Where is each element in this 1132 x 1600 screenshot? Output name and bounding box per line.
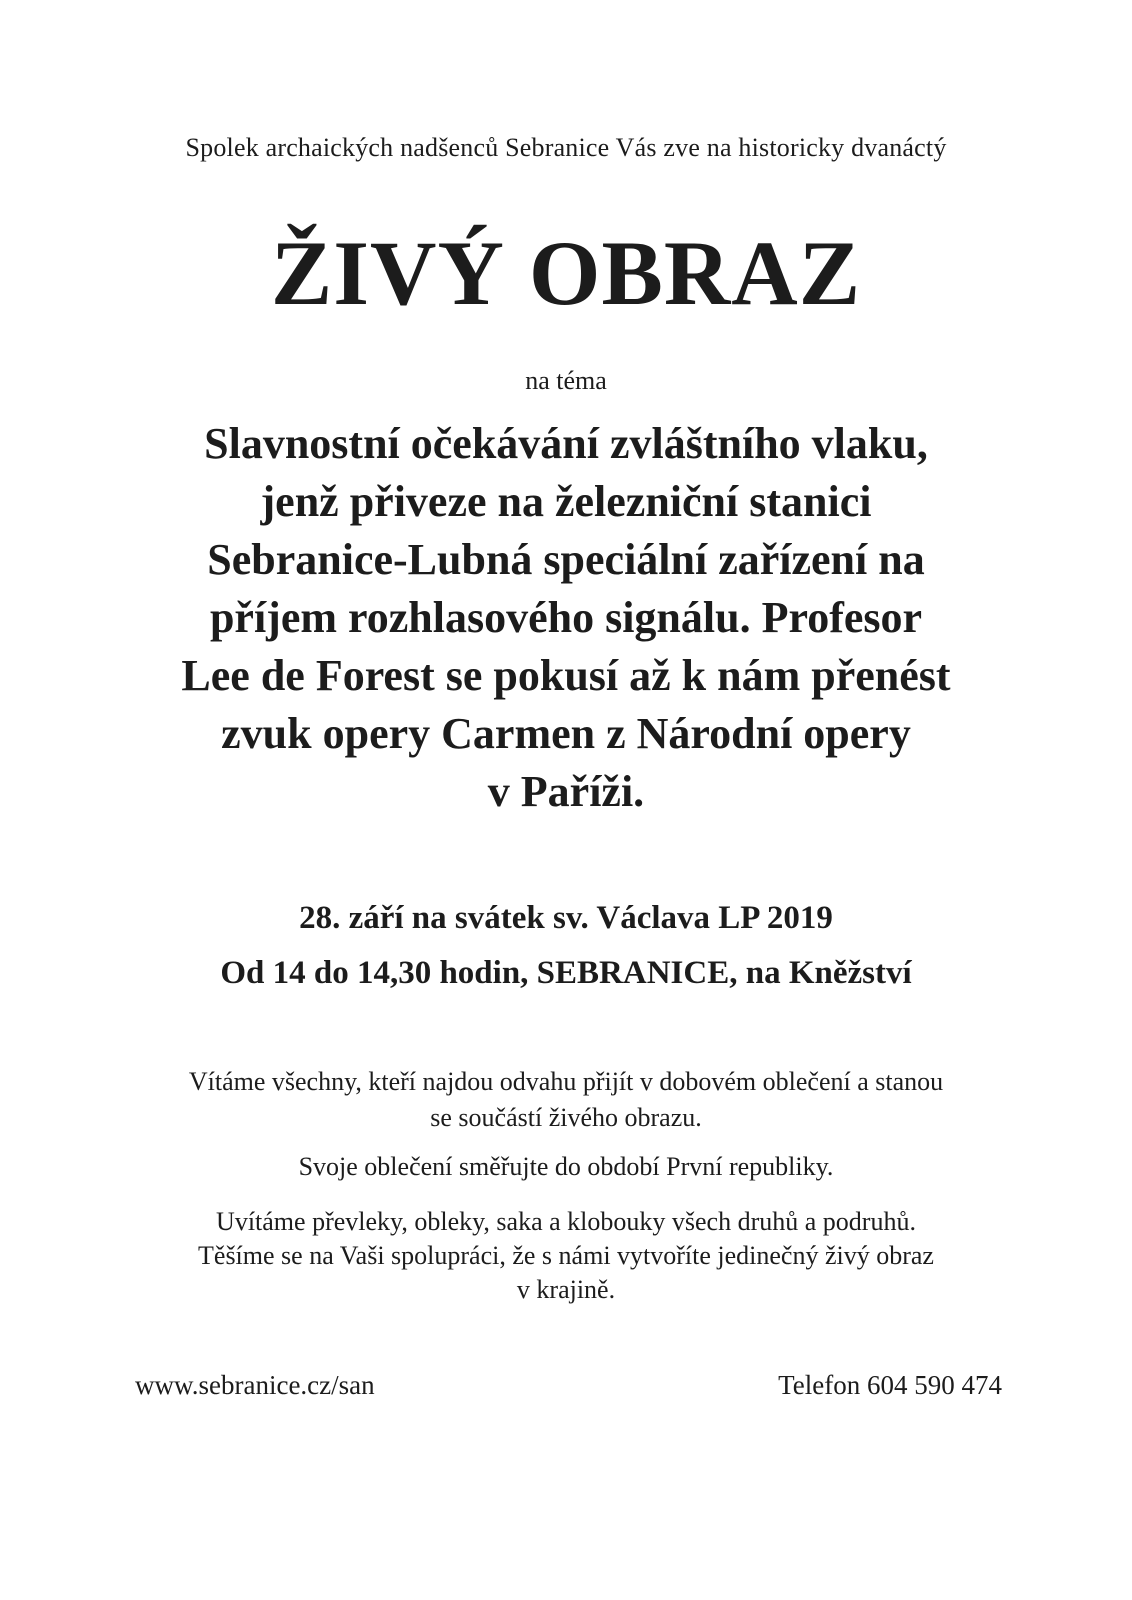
event-date-line: 28. září na svátek sv. Václava LP 2019 (299, 900, 833, 936)
theme-line: Sebranice-Lubná speciální zařízení na (207, 535, 925, 584)
theme-line: Lee de Forest se pokusí až k nám přenést (181, 651, 951, 700)
theme-line: jenž přiveze na železniční stanici (260, 477, 872, 526)
theme-line: příjem rozhlasového signálu. Profesor (209, 593, 923, 642)
outfit-line: v krajině. (516, 1275, 616, 1304)
outfit-paragraph (0, 1205, 1132, 1307)
welcome-paragraph (0, 1064, 1132, 1136)
outfit-line: Těšíme se na Vaši spolupráci, že s námi vytvoříte jedinečný živý obraz (198, 1241, 934, 1270)
phone-text: Telefon 604 590 474 (778, 1370, 1002, 1400)
outfit-line: Uvítáme převleky, obleky, saka a klobouky všech druhů a podruhů. (216, 1207, 916, 1236)
poster-title: ŽIVÝ OBRAZ (270, 222, 862, 324)
invitation-intro-line: Spolek archaických nadšenců Sebranice Vás zve na historicky dvanáctý (185, 133, 947, 162)
welcome-line: se součástí živého obrazu. (430, 1103, 702, 1132)
welcome-line: Vítáme všechny, kteří najdou odvahu přijít v dobovém oblečení a stanou (188, 1067, 944, 1096)
theme-line: v Paříži. (487, 767, 645, 816)
footer (0, 1367, 1132, 1403)
theme-line: zvuk opery Carmen z Národní opery (221, 709, 911, 758)
event-time-place-line: Od 14 do 14,30 hodin, SEBRANICE, na Kněžství (220, 955, 912, 991)
theme-paragraph (0, 415, 1132, 821)
theme-label: na téma (525, 366, 607, 395)
dress-code-line: Svoje oblečení směřujte do období První republiky. (298, 1152, 834, 1181)
website-text: www.sebranice.cz/san (135, 1370, 375, 1400)
theme-line: Slavnostní očekávání zvláštního vlaku, (204, 419, 928, 468)
